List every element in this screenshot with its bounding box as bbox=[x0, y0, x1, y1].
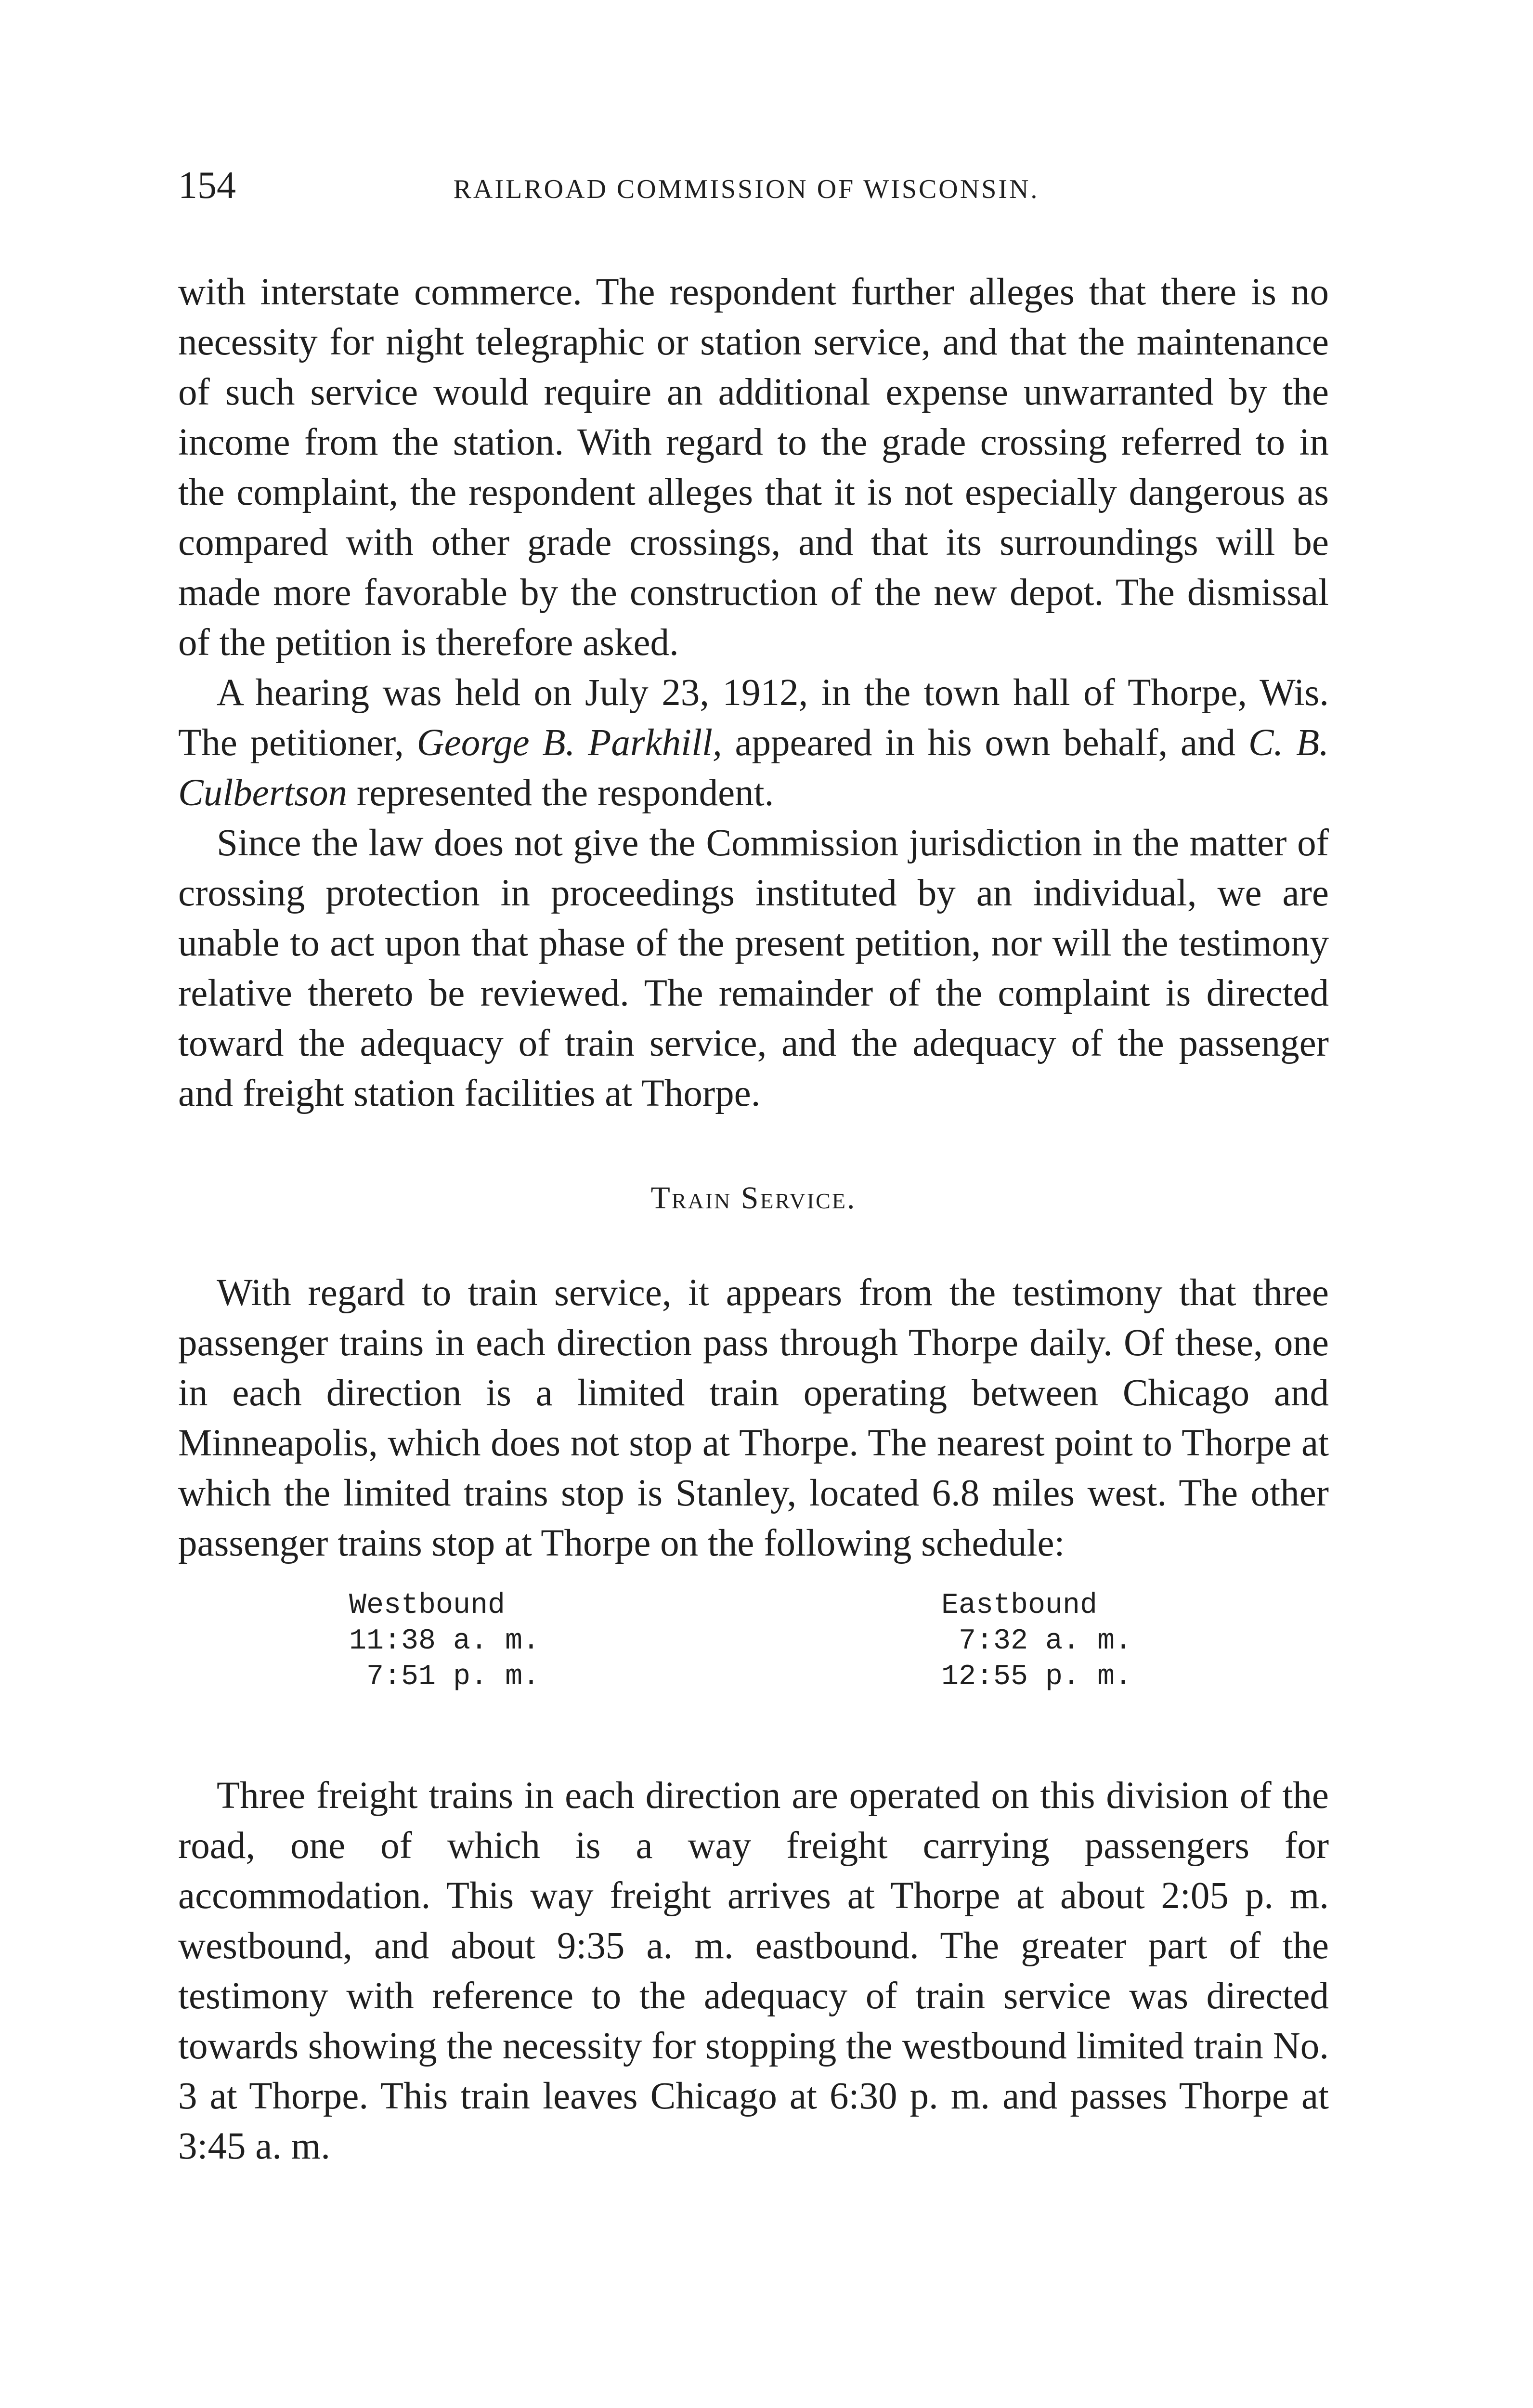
schedule-westbound-label: Westbound bbox=[349, 1589, 506, 1622]
body-text bbox=[178, 267, 1329, 2172]
schedule-eastbound bbox=[941, 1588, 1132, 1695]
schedule-eastbound-times bbox=[941, 1623, 1132, 1695]
respondent-representative-name: C. B. Culbertson bbox=[178, 722, 1329, 814]
paragraph-jurisdiction: Since the law does not give the Commission jurisdiction in the matter of crossing protection in proceedings instituted by an individual, we are unable to act upon that phase of the present petition, nor will the testimony relative thereto be reviewed. The remainder of the complaint is directed toward the adequacy of train service, and the adequacy of the passenger and freight station facilities at Thorpe. bbox=[178, 822, 1329, 1114]
hearing-text-b: appeared in his own behalf, and bbox=[722, 722, 1248, 764]
paragraph-respondent-allegations: with interstate commerce. The respondent further alleges that there is no necessity for night telegraphic or station service, and that the maintenance of such service would require an additional expense unwarranted by the income from the station. With regard to the grade crossing referred to in the complaint, the respondent alleges that it is not especially dangerous as compared with other grade crossings, and that its surroundings will be made more favorable by the construction of the new depot. The dismissal of the petition is therefore asked. bbox=[178, 271, 1329, 664]
schedule-eastbound-time: 7:32 a. m. bbox=[959, 1625, 1132, 1658]
schedule-eastbound-time: 12:55 p. m. bbox=[941, 1661, 1132, 1693]
section-heading-train-service: Train Service. bbox=[650, 1180, 857, 1216]
running-head: RAILROAD COMMISSION OF WISCONSIN. bbox=[453, 174, 1039, 204]
hearing-text-c: represented the respondent. bbox=[347, 772, 774, 814]
schedule-westbound-time: 7:51 p. m. bbox=[366, 1661, 540, 1693]
petitioner-name: George B. Parkhill, bbox=[416, 722, 722, 764]
schedule-eastbound-label: Eastbound bbox=[941, 1589, 1098, 1622]
train-schedule bbox=[178, 1588, 1329, 1732]
schedule-westbound bbox=[349, 1588, 540, 1695]
paragraph-hearing bbox=[178, 668, 1329, 818]
page-number: 154 bbox=[178, 164, 236, 207]
paragraph-freight-trains: Three freight trains in each direction are operated on this division of the road, one of which is a way freight carrying passengers for accommodation. This way freight arrives at Thorpe at about 2:05 p. m. westbound, and about 9:35 a. m. eastbound. The greater part of the testimony with reference to the adequacy of train service was directed towards showing the necessity for stopping the westbound limited train No. 3 at Thorpe. This train leaves Chicago at 6:30 p. m. and passes Thorpe at 3:45 a. m. bbox=[178, 1775, 1329, 2167]
hearing-text-a: A hearing was held on July 23, 1912, in the town hall of Thorpe, Wis. The petitioner, bbox=[178, 672, 1329, 764]
schedule-westbound-times bbox=[349, 1623, 540, 1695]
page-header bbox=[178, 161, 1314, 219]
paragraph-train-service: With regard to train service, it appears from the testimony that three passenger trains in each direction pass through Thorpe daily. Of these, one in each direction is a limited train operating between Chicago and Minneapolis, which does not stop at Thorpe. The nearest point to Thorpe at which the limited trains stop is Stanley, located 6.8 miles west. The other passenger trains stop at Thorpe on the following schedule: bbox=[178, 1272, 1329, 1564]
schedule-westbound-time: 11:38 a. m. bbox=[349, 1625, 540, 1658]
